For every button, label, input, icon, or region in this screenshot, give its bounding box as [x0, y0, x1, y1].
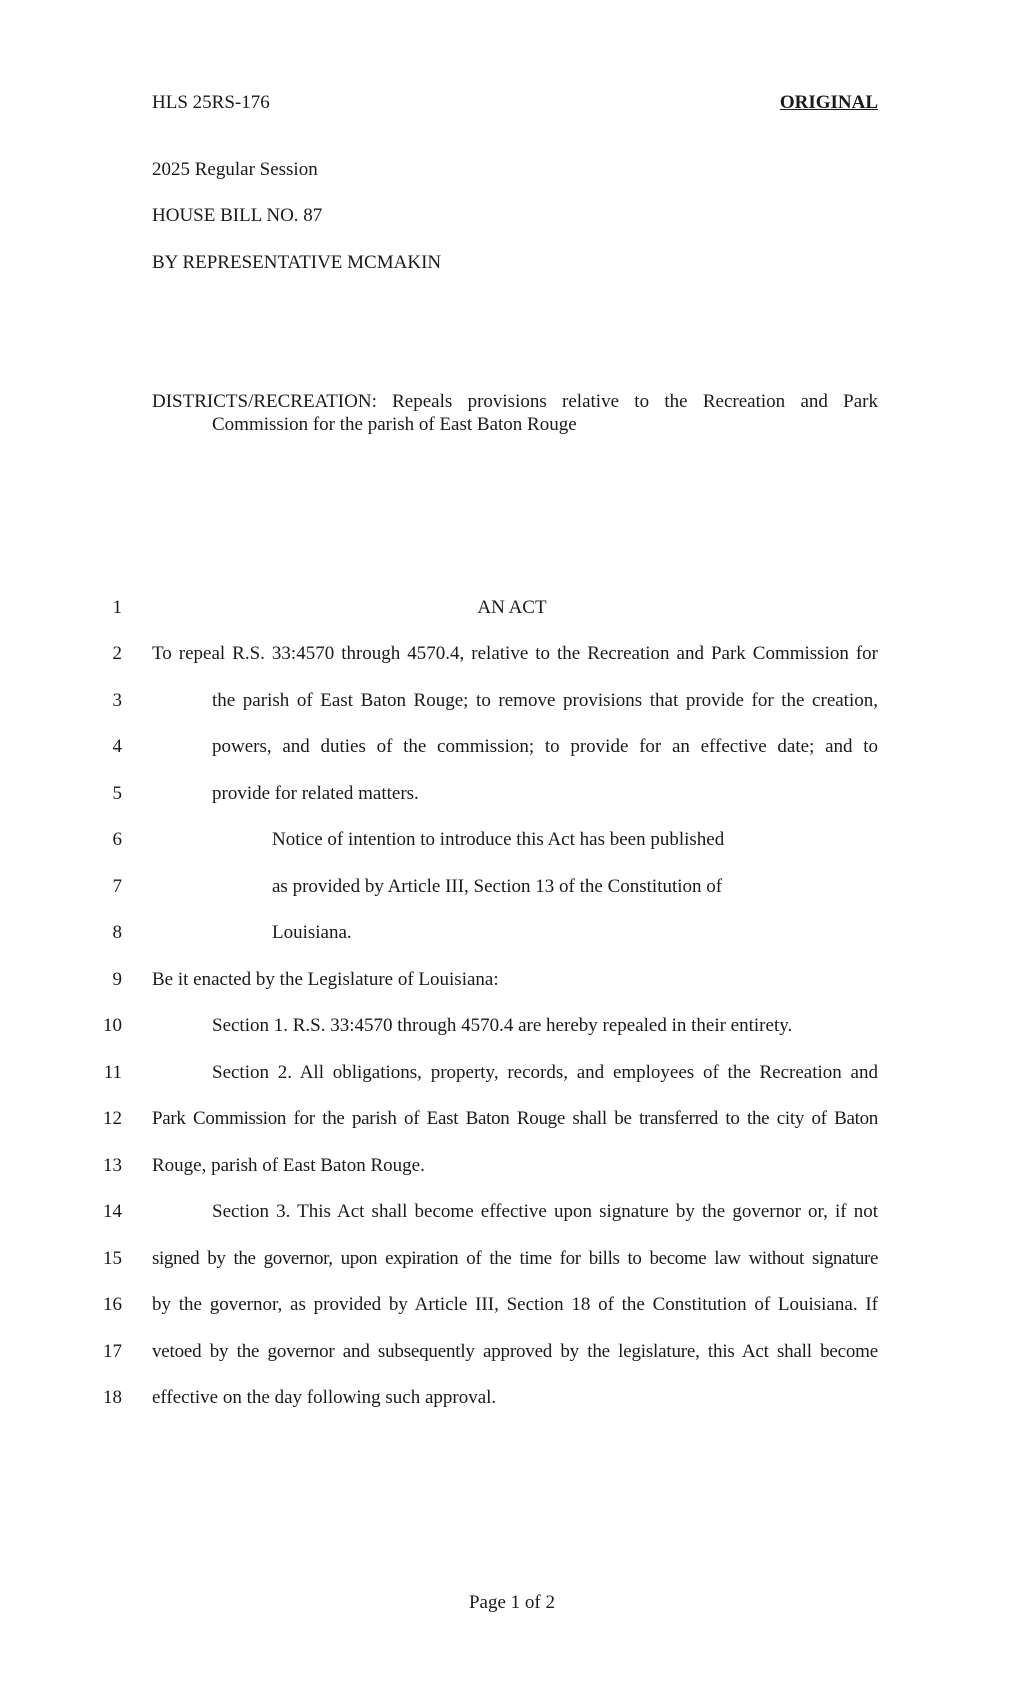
bill-line — [0, 1201, 1024, 1231]
line-number: 18 — [103, 1387, 122, 1408]
bill-line — [0, 1341, 1024, 1371]
line-text: signed by the governor, upon expiration of the time for bills to become law without signature — [152, 1248, 878, 1269]
line-text: vetoed by the governor and subsequently approved by the legislature, this Act shall become — [152, 1341, 878, 1362]
bill-line — [0, 1108, 1024, 1138]
bill-line — [0, 1248, 1024, 1278]
bill-line — [0, 876, 1024, 906]
line-number: 3 — [112, 690, 122, 711]
bill-line — [0, 736, 1024, 766]
digest-line-2: Commission for the parish of East Baton Rouge — [212, 414, 577, 435]
line-text: Rouge, parish of East Baton Rouge. — [152, 1155, 425, 1176]
line-number: 12 — [103, 1108, 122, 1129]
document-id: HLS 25RS-176 — [152, 92, 270, 113]
line-number: 11 — [103, 1062, 122, 1083]
line-number: 6 — [112, 829, 122, 850]
bill-number: HOUSE BILL NO. 87 — [152, 205, 323, 226]
session-label: 2025 Regular Session — [152, 159, 318, 180]
bill-line — [0, 597, 1024, 627]
line-text: provide for related matters. — [212, 783, 419, 804]
line-number: 10 — [103, 1015, 122, 1036]
bill-author: BY REPRESENTATIVE MCMAKIN — [152, 252, 442, 273]
bill-line — [0, 1015, 1024, 1045]
bill-line — [0, 1155, 1024, 1185]
line-text: Be it enacted by the Legislature of Louisiana: — [152, 969, 499, 990]
line-text: Section 2. All obligations, property, records, and employees of the Recreation and — [212, 1062, 878, 1083]
line-number: 14 — [103, 1201, 122, 1222]
bill-digest — [152, 390, 878, 436]
line-text: To repeal R.S. 33:4570 through 4570.4, relative to the Recreation and Park Commission for — [152, 643, 878, 664]
line-text: as provided by Article III, Section 13 of the Constitution of — [272, 876, 723, 897]
line-number: 4 — [112, 736, 122, 757]
line-text: effective on the day following such approval. — [152, 1387, 497, 1408]
act-title: AN ACT — [477, 597, 547, 618]
line-number: 2 — [112, 643, 122, 664]
line-text: powers, and duties of the commission; to provide for an effective date; and to — [212, 736, 878, 757]
line-number: 17 — [103, 1341, 122, 1362]
bill-line — [0, 969, 1024, 999]
line-number: 1 — [112, 597, 122, 618]
line-text: Notice of intention to introduce this Act has been published — [272, 829, 725, 850]
bill-line — [0, 922, 1024, 952]
line-number: 16 — [103, 1294, 122, 1315]
bill-line — [0, 643, 1024, 673]
bill-line — [0, 690, 1024, 720]
bill-line — [0, 1062, 1024, 1092]
line-text: Park Commission for the parish of East Baton Rouge shall be transferred to the city of Baton — [152, 1108, 878, 1129]
version-status: ORIGINAL — [779, 92, 878, 113]
line-number: 7 — [112, 876, 122, 897]
line-text: Section 1. R.S. 33:4570 through 4570.4 are hereby repealed in their entirety. — [212, 1015, 793, 1036]
line-number: 15 — [103, 1248, 122, 1269]
line-text: the parish of East Baton Rouge; to remove provisions that provide for the creation, — [212, 690, 878, 711]
bill-line — [0, 783, 1024, 813]
bill-line — [0, 1387, 1024, 1417]
line-text: by the governor, as provided by Article III, Section 18 of the Constitution of Louisiana. If — [152, 1294, 878, 1315]
line-text: Section 3. This Act shall become effective upon signature by the governor or, if not — [212, 1201, 878, 1222]
line-number: 8 — [112, 922, 122, 943]
bill-line — [0, 829, 1024, 859]
bill-line — [0, 1294, 1024, 1324]
page-indicator: Page 1 of 2 — [468, 1592, 555, 1613]
line-number: 5 — [112, 783, 122, 804]
digest-line-1: DISTRICTS/RECREATION: Repeals provisions relative to the Recreation and Park — [152, 391, 878, 412]
line-text: Louisiana. — [272, 922, 352, 943]
line-number: 9 — [112, 969, 122, 990]
line-number: 13 — [103, 1155, 122, 1176]
